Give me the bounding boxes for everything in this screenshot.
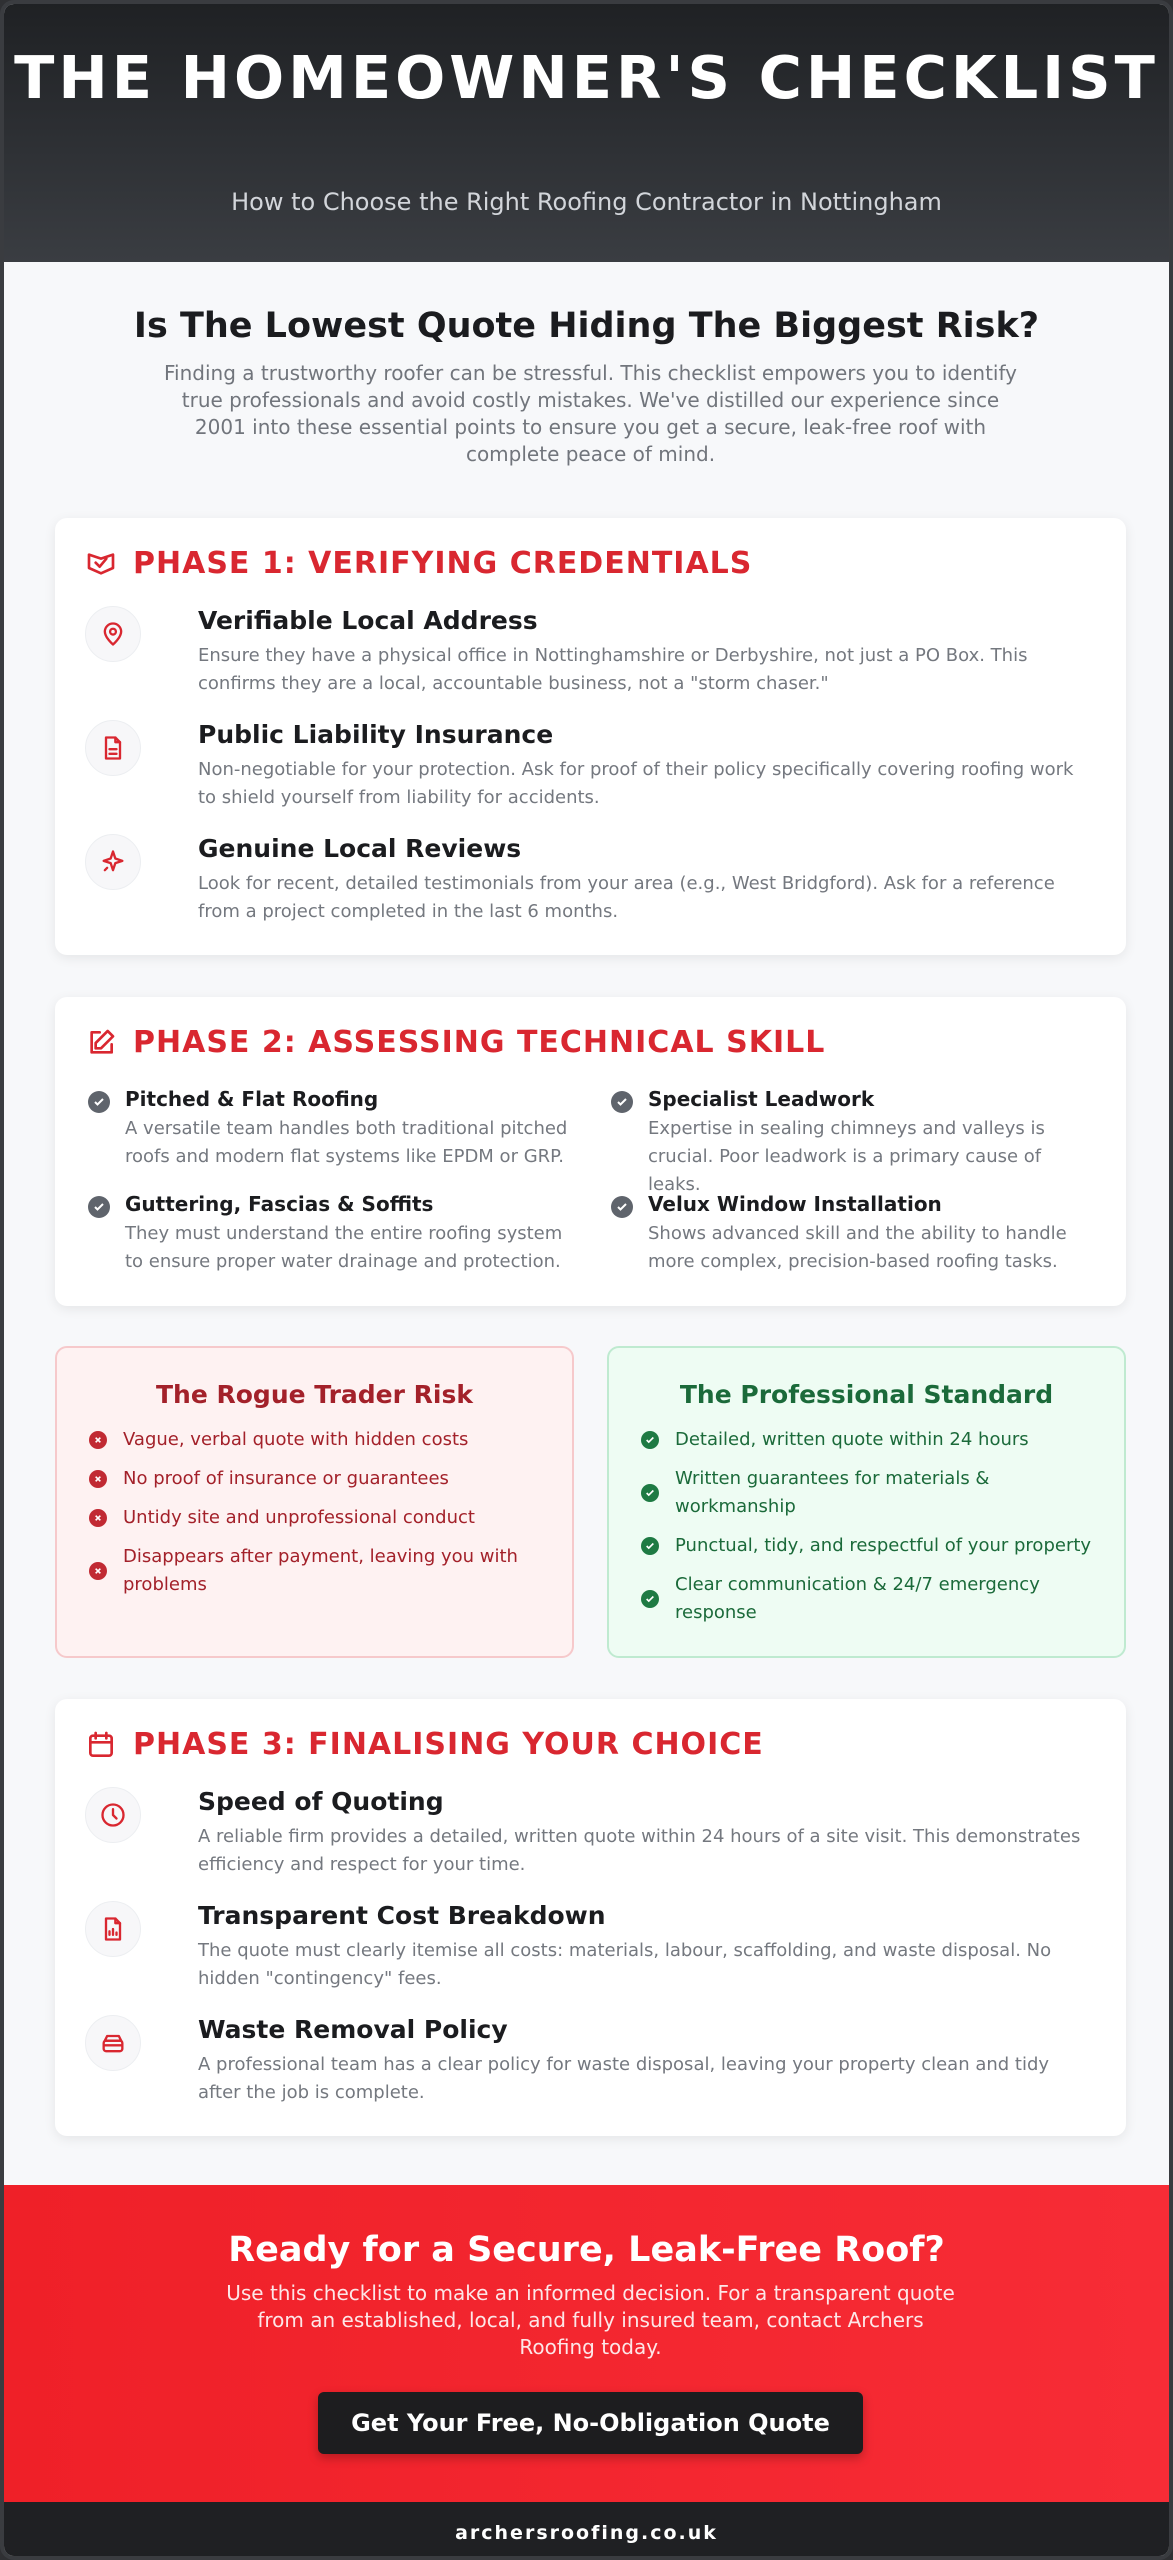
pro-title: The Professional Standard (679, 1380, 1054, 1409)
list-item (85, 834, 1086, 924)
map-pin-icon (99, 620, 127, 648)
phase2-card (55, 997, 1126, 1306)
skill-title: Specialist Leadwork (648, 1087, 875, 1111)
x-icon (94, 1514, 102, 1522)
page-subtitle: How to Choose the Right Roofing Contractor in Nottingham (231, 188, 942, 216)
document-icon (99, 734, 127, 762)
cta-section (4, 2185, 1169, 2502)
list-item (89, 1543, 522, 1599)
check-icon (93, 1096, 105, 1108)
item-title: Speed of Quoting (198, 1787, 444, 1816)
list-item (89, 1504, 542, 1532)
check-icon (645, 1541, 655, 1551)
clock-icon (99, 1801, 127, 1829)
list-item (641, 1426, 1094, 1454)
phase1-card (55, 518, 1126, 955)
phase2-title: PHASE 2: ASSESSING TECHNICAL SKILL (133, 1025, 826, 1060)
check-icon (645, 1435, 655, 1445)
risk-item-text: Untidy site and unprofessional conduct (123, 1507, 475, 1528)
sparkle-icon (99, 848, 127, 876)
item-title: Waste Removal Policy (198, 2015, 508, 2044)
pro-item-text: Detailed, written quote within 24 hours (675, 1429, 1029, 1450)
item-text: Ensure they have a physical office in Nottinghamshire or Derbyshire, not just a PO Box. This confirms they are a local, accountable business, not a "storm chaser." (198, 645, 1028, 694)
check-icon (616, 1201, 628, 1213)
x-icon (94, 1475, 102, 1483)
item-title: Transparent Cost Breakdown (198, 1901, 606, 1930)
item-title: Public Liability Insurance (198, 720, 554, 749)
item-text: A professional team has a clear policy for waste disposal, leaving your property clean and tidy after the job is complete. (198, 2054, 1050, 2103)
intro-title: Is The Lowest Quote Hiding The Biggest Risk? (133, 306, 1040, 346)
list-item (89, 1426, 542, 1454)
badge-check-icon (85, 548, 117, 580)
list-item (641, 1571, 1064, 1627)
footer-site-link[interactable]: archersroofing.co.uk (4, 2502, 1169, 2560)
page-title: THE HOMEOWNER'S CHECKLIST (14, 43, 1159, 112)
rogue-trader-box (55, 1346, 574, 1658)
pro-item-text: Punctual, tidy, and respectful of your property (675, 1535, 1092, 1556)
report-icon (99, 1915, 127, 1943)
skill-title: Velux Window Installation (648, 1192, 942, 1216)
risk-item-text: Disappears after payment, leaving you with problems (123, 1546, 518, 1595)
get-quote-button[interactable]: Get Your Free, No-Obligation Quote (318, 2392, 863, 2454)
professional-standard-box (607, 1346, 1126, 1658)
skill-text: They must understand the entire roofing system to ensure proper water drainage and protection. (125, 1223, 563, 1272)
list-item (85, 2015, 1086, 2105)
check-icon (616, 1096, 628, 1108)
pro-item-text: Clear communication & 24/7 emergency response (675, 1574, 1040, 1623)
item-text: The quote must clearly itemise all costs: materials, labour, scaffolding, and waste disposal. No hidden "contingency" fees. (198, 1940, 1052, 1989)
check-icon (645, 1594, 655, 1604)
phase1-title: PHASE 1: VERIFYING CREDENTIALS (133, 546, 753, 581)
item-text: A reliable firm provides a detailed, written quote within 24 hours of a site visit. This demonstrates efficiency and respect for your time. (198, 1826, 1081, 1875)
item-title: Genuine Local Reviews (198, 834, 522, 863)
skill-text: Expertise in sealing chimneys and valleys is crucial. Poor leadwork is a primary cause of leaks. (648, 1118, 1045, 1195)
phase3-card (55, 1699, 1126, 2136)
x-icon (94, 1436, 102, 1444)
item-text: Look for recent, detailed testimonials from your area (e.g., West Bridgford). Ask for a reference from a project completed in the last 6 months. (198, 873, 1055, 922)
list-item (85, 1787, 1086, 1877)
skill-item (88, 1087, 568, 1177)
list-item (85, 720, 1086, 810)
cta-title: Ready for a Secure, Leak-Free Roof? (228, 2230, 945, 2270)
check-icon (645, 1488, 655, 1498)
item-text: Non-negotiable for your protection. Ask for proof of their policy specifically covering roofing work to shield yourself from liability for accidents. (198, 759, 1074, 808)
skill-item (611, 1087, 1091, 1195)
list-item (641, 1465, 1064, 1521)
phase3-title: PHASE 3: FINALISING YOUR CHOICE (133, 1727, 764, 1762)
skill-text: A versatile team handles both traditional pitched roofs and modern flat systems like EPDM or GRP. (125, 1118, 568, 1167)
x-icon (94, 1567, 102, 1575)
skill-item (611, 1192, 1091, 1282)
skill-title: Pitched & Flat Roofing (125, 1087, 379, 1111)
hero-header (4, 4, 1169, 262)
bin-icon (99, 2029, 127, 2057)
list-item (641, 1532, 1094, 1560)
intro-text: Finding a trustworthy roofer can be stressful. This checklist empowers you to identify true professionals and avoid costly mistakes. We've distilled our experience since 2001 into these essential points to ensure you get a secure, leak-free roof with complete peace of mind. (164, 361, 1017, 466)
skill-item (88, 1192, 568, 1282)
list-item (89, 1465, 542, 1493)
check-icon (93, 1201, 105, 1213)
cta-text: Use this checklist to make an informed decision. For a transparent quote from an established, local, and fully insured team, contact Archers Roofing today. (226, 2281, 955, 2359)
pro-item-text: Written guarantees for materials & workmanship (675, 1468, 990, 1517)
risk-title: The Rogue Trader Risk (155, 1380, 473, 1409)
list-item (85, 606, 1086, 696)
skill-text: Shows advanced skill and the ability to handle more complex, precision-based roofing tasks. (648, 1223, 1067, 1272)
list-item (85, 1901, 1086, 1991)
item-title: Verifiable Local Address (198, 606, 538, 635)
risk-item-text: No proof of insurance or guarantees (123, 1468, 449, 1489)
calendar-icon (85, 1729, 117, 1761)
edit-icon (85, 1027, 117, 1059)
skill-title: Guttering, Fascias & Soffits (125, 1192, 434, 1216)
risk-item-text: Vague, verbal quote with hidden costs (123, 1429, 469, 1450)
